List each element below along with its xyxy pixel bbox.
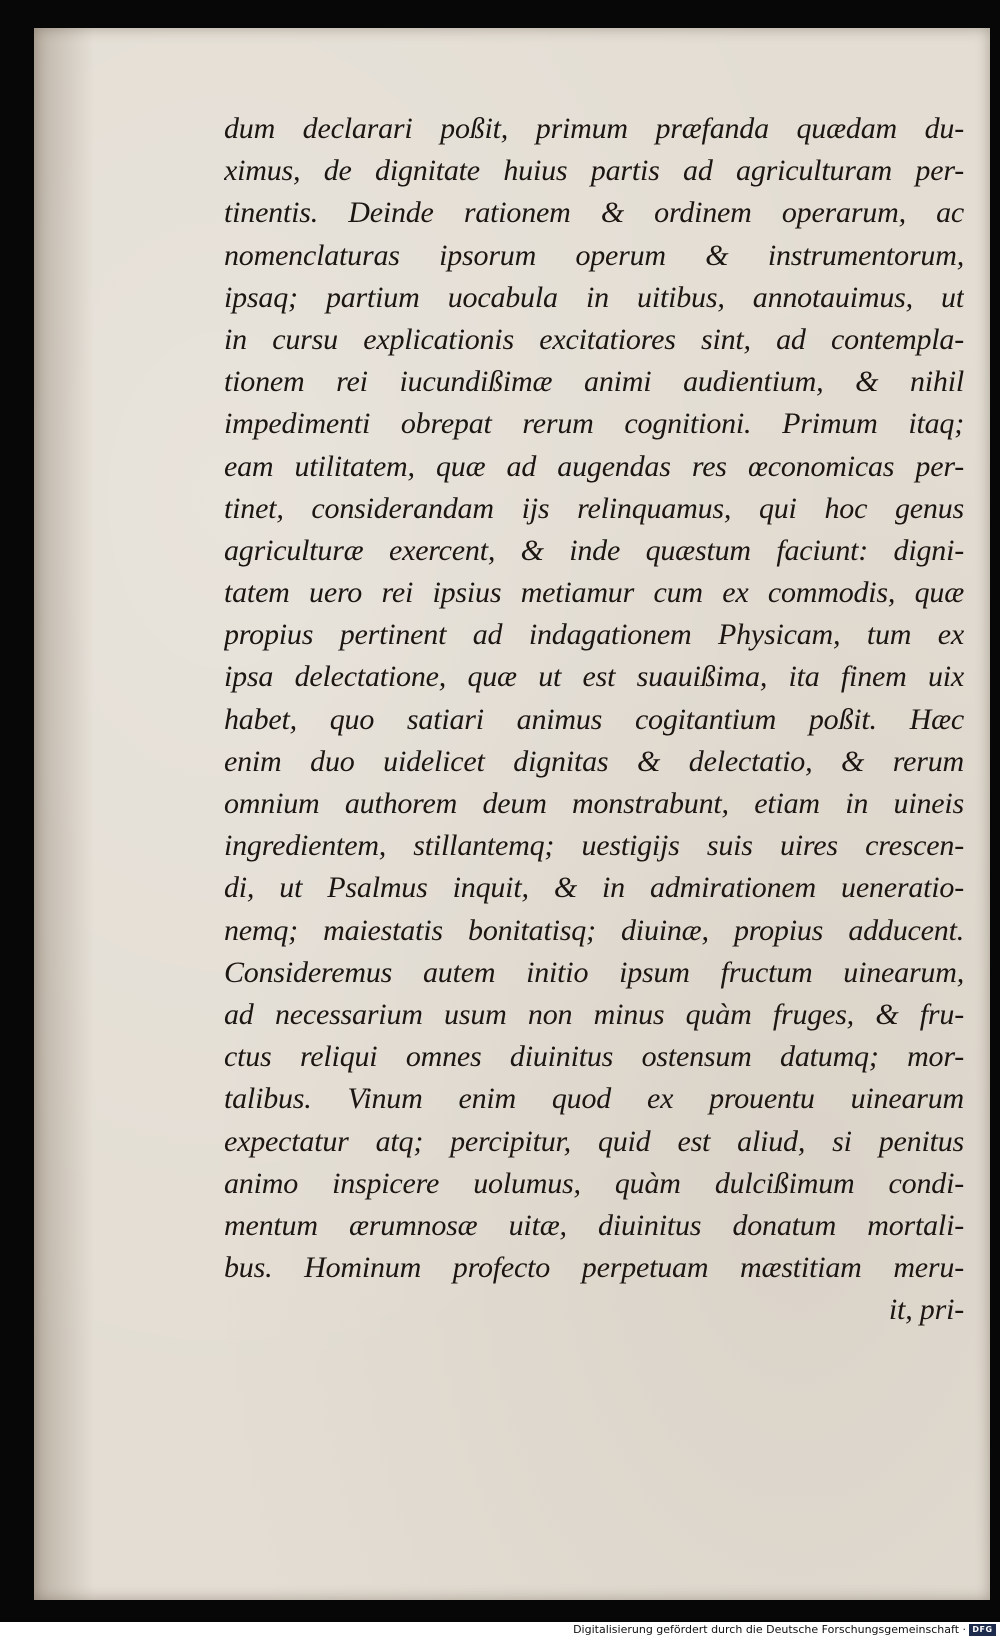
text-line: tinet, considerandam ijs relinquamus, qui hoc genus: [224, 491, 964, 525]
text-line: animo inspicere uolumus, quàm dulcißimum condi-: [224, 1166, 964, 1200]
text-line: ingredientem, stillantemq; uestigijs suis uires crescen-: [224, 829, 964, 863]
page-gutter-shadow: [34, 28, 94, 1600]
body-text: [224, 108, 964, 1331]
text-line: bus. Hominum profecto perpetuam mæstitiam meru-: [224, 1251, 964, 1285]
funding-credit: Digitalisierung gefördert durch die Deutsche Forschungsgemeinschaft ·: [573, 1623, 966, 1636]
text-line: di, ut Psalmus inquit, & in admirationem ueneratio-: [224, 871, 964, 905]
text-line: eam utilitatem, quæ ad augendas res œconomicas per-: [224, 449, 964, 483]
text-line: tionem rei iucundißimæ animi audientium, & nihil: [224, 365, 964, 399]
text-line: omnium authorem deum monstrabunt, etiam in uineis: [224, 787, 964, 820]
dfg-logo: DFG: [969, 1624, 996, 1636]
text-line: ipsa delectatione, quæ ut est suauißima, ita finem uix: [224, 660, 964, 694]
text-line: habet, quo satiari animus cogitantium poßit. Hæc: [224, 702, 964, 736]
text-line: propius pertinent ad indagationem Physicam, tum ex: [224, 618, 964, 652]
text-line: mentum ærumnosæ uitæ, diuinitus donatum mortali-: [224, 1208, 964, 1242]
text-line: ctus reliqui omnes diuinitus ostensum datumq; mor-: [224, 1040, 964, 1074]
text-line: enim duo uidelicet dignitas & delectatio, & rerum: [224, 744, 964, 778]
text-line: agriculturæ exercent, & inde quæstum faciunt: digni-: [224, 533, 964, 567]
text-line: tinentis. Deinde rationem & ordinem operarum, ac: [224, 196, 964, 230]
text-line: nomenclaturas ipsorum operum & instrumentorum,: [224, 238, 964, 272]
text-line: Consideremus autem initio ipsum fructum uinearum,: [224, 955, 964, 989]
text-line: nemq; maiestatis bonitatisq; diuinæ, propius adducent.: [224, 913, 964, 947]
text-line: ipsaq; partium uocabula in uitibus, annotauimus, ut: [224, 280, 964, 314]
text-line: talibus. Vinum enim quod ex prouentu uinearum: [224, 1082, 964, 1116]
text-line: dum declarari poßit, primum præfanda quædam du-: [224, 112, 964, 145]
book-page: [34, 28, 990, 1600]
text-line: it, pri-: [888, 1293, 964, 1327]
text-line: expectatur atq; percipitur, quid est aliud, si penitus: [224, 1124, 964, 1158]
text-line: in cursu explicationis excitatiores sint, ad contempla-: [224, 322, 964, 356]
text-line: ximus, de dignitate huius partis ad agriculturam per-: [224, 154, 964, 188]
digitization-footer: [0, 1622, 1000, 1638]
text-line: impedimenti obrepat rerum cognitioni. Primum itaq;: [224, 407, 964, 441]
text-line: tatem uero rei ipsius metiamur cum ex commodis, quæ: [224, 576, 964, 610]
text-line: ad necessarium usum non minus quàm fruges, & fru-: [224, 997, 964, 1031]
